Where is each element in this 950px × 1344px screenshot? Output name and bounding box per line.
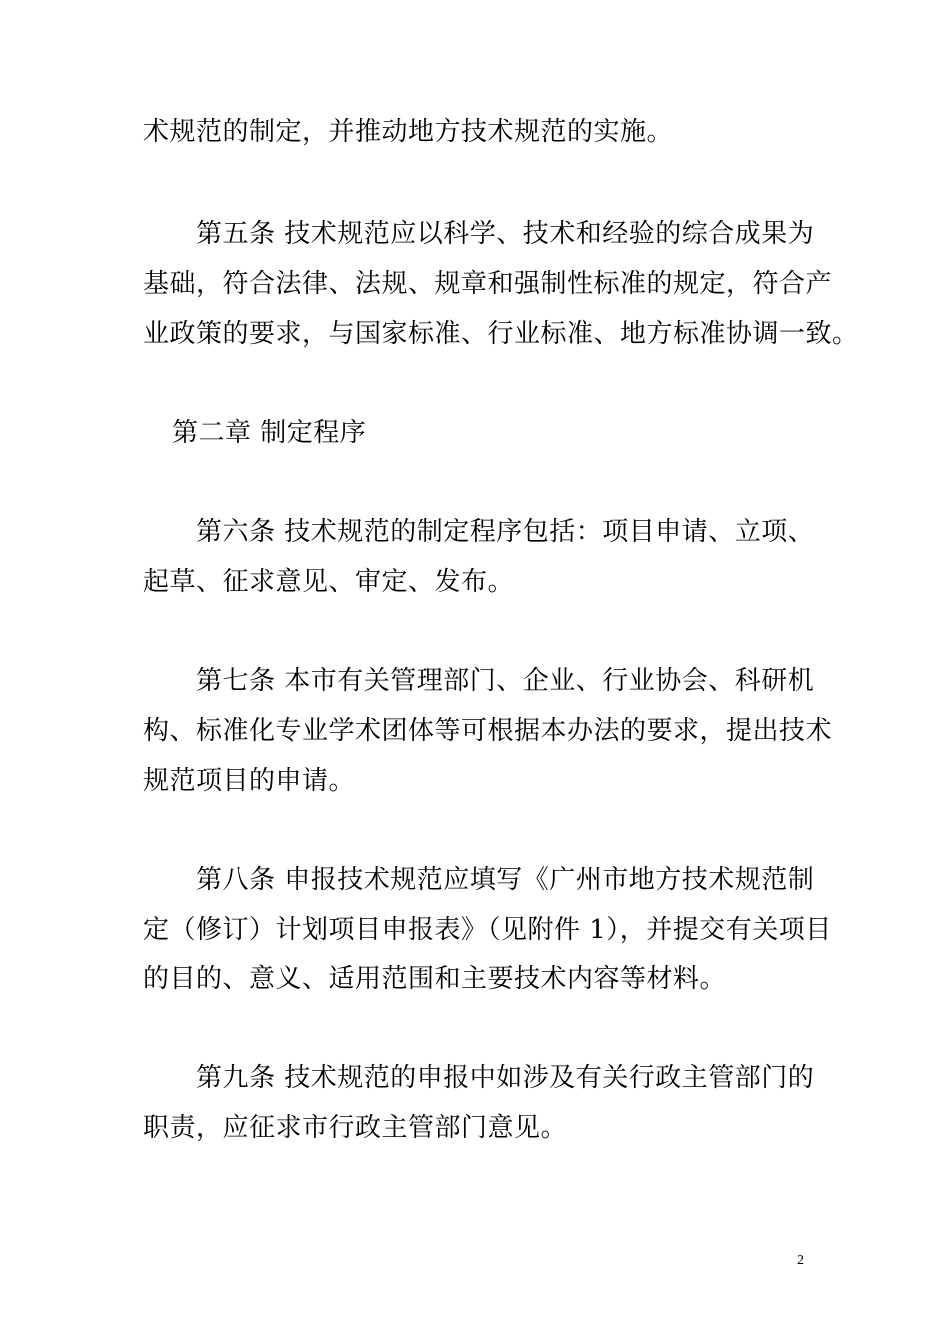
page-number: 2 (797, 1253, 804, 1268)
body-text-line: 职责，应征求市行政主管部门意见。 (143, 1113, 568, 1143)
body-text-line: 的目的、意义、适用范围和主要技术内容等材料。 (143, 964, 727, 994)
article-8-heading-line: 第八条 申报技术规范应填写《广州市地方技术规范制 (196, 865, 815, 895)
body-text-line: 构、标准化专业学术团体等可根据本办法的要求，提出技术 (143, 716, 833, 746)
body-text-line: 业政策的要求，与国家标准、行业标准、地方标准协调一致。 (143, 319, 859, 349)
body-text-line: 规范项目的申请。 (143, 766, 356, 796)
body-text-line: 术规范的制定，并推动地方技术规范的实施。 (143, 117, 674, 147)
chapter-2-heading: 第二章 制定程序 (172, 418, 367, 448)
article-6-heading-line: 第六条 技术规范的制定程序包括：项目申请、立项、 (196, 517, 815, 547)
body-text-line: 定（修订）计划项目申报表》（见附件 1），并提交有关项目 (143, 915, 832, 945)
body-text-line: 起草、征求意见、审定、发布。 (143, 567, 515, 597)
body-text-line: 基础，符合法律、法规、规章和强制性标准的规定，符合产 (143, 269, 833, 299)
article-7-heading-line: 第七条 本市有关管理部门、企业、行业协会、科研机 (196, 666, 815, 696)
article-9-heading-line: 第九条 技术规范的申报中如涉及有关行政主管部门的 (196, 1063, 815, 1093)
article-5-heading-line: 第五条 技术规范应以科学、技术和经验的综合成果为 (196, 219, 815, 249)
